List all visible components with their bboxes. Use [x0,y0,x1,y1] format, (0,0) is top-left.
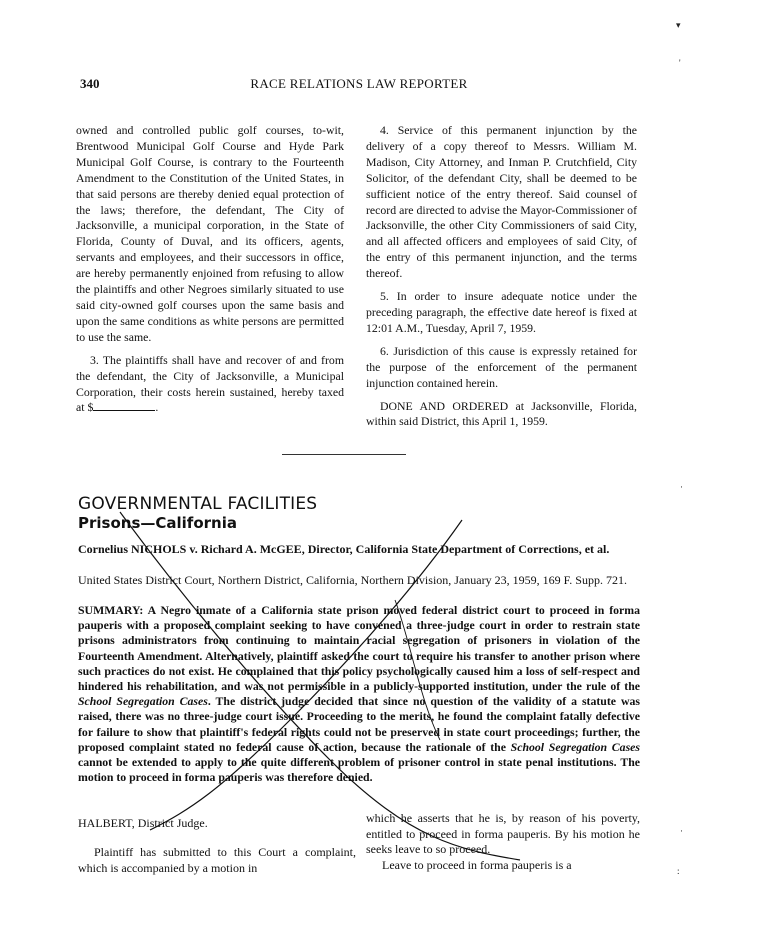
scan-speck: ' [679,58,681,68]
opinion-right-column [366,811,640,873]
scan-speck: · [680,482,683,492]
page-header [80,76,638,94]
right-paragraph-4: 4. Service of this permanent injunction by the delivery of a copy thereof to Messrs. William M. Madison, City Attorney, and Inman P. Crutchfield, City Solicitor, of the defendant City, shall be deemed to be sufficient notice of the entry thereof. Said counsel of record are directed to advise the Mayor-Commissioner of Jacksonville, the other City Commissioners of said City, and all affected officers and employees of said City, of the entry of this permanent injunction, and the terms thereof. [366,123,637,281]
opinion-right-text-1: which he asserts that he is, by reason of his poverty, entitled to proceed in forma pauperis. By his motion he seeks leave to so proceed. [366,811,640,856]
opinion-left-text: Plaintiff has submitted to this Court a complaint, which is accompanied by a motion in [78,845,356,875]
right-paragraph-6: 6. Jurisdiction of this cause is expressly retained for the purpose of the enforcement of the permanent injunction contained herein. [366,343,637,390]
case-parties: Cornelius NICHOLS v. Richard A. McGEE, Director, California State Department of Corrections, et al. [78,542,610,556]
opinion-right-text-2: Leave to proceed in forma pauperis is a [382,857,572,872]
done-and-ordered: DONE AND ORDERED at Jacksonville, Florida, within said District, this April 1, 1959. [366,398,637,429]
summary-text-3: cannot be extended to apply to the quite different problem of prisoner control in state penal institutions. The motion to proceed in forma pauperis was therefore denied. [78,755,640,785]
case-court-citation: United States District Court, Northern District, California, Northern Division, January 23, 1959, 169 F. Supp. 721. [78,573,627,587]
section-subheading: Prisons—California [78,514,237,532]
case-caption [78,541,640,557]
costs-clause: 3. The plaintiffs shall have and recover of and from the defendant, the City of Jacksonville, a Municipal Corporation, their costs herein sustained, hereby taxed at $ [76,352,344,415]
page-number: 340 [80,76,100,91]
blank-amount-line [93,400,155,411]
scan-speck: ▾ [676,20,681,30]
right-paragraph-5: 5. In order to insure adequate notice under the preceding paragraph, the effective date hereof is fixed at 12:01 A.M., Tuesday, April 7, 1959. [366,289,637,335]
left-paragraph-1: owned and controlled public golf courses, to-wit, Brentwood Municipal Golf Course and Hyde Park Municipal Golf Course, is contrary to the Fourteenth Amendment to the Constitution of the United States, in that said persons are thereby denied equal protection of the laws; therefore, the defendant, The City of Jacksonville, a municipal corporation, in the State of Florida, County of Duval, and its officers, agents, servants and employees, and their successors in office, are hereby permanently enjoined from refusing to allow the plaintiffs and other Negroes similarly situated to use said city-owned golf courses upon the same basis and upon the same conditions as white persons are permitted to use the same. [76,123,344,344]
summary-italic-2: School Segregation Cases [510,739,640,754]
scan-speck: · [680,826,683,836]
summary-text-1: A Negro inmate of a California state prison moved federal district court to proceed in forma pauperis with a proposed complaint seeking to have convened a three-judge court in order to restrain state prisons administrators from continuing to maintain racial segregation of prisoners in violation of the Fourteenth Amendment. Alternatively, plaintiff asked the court to require his transfer to another prison where such practices do not exist. He complained that this policy psychologically caused him a loss of self-respect and hindered his rehabilitation, and was not permissible in a publicly-supported institution, under the rule of the [78,603,640,694]
running-title: RACE RELATIONS LAW REPORTER [250,76,468,91]
scan-speck: : [677,866,680,876]
case-summary [78,603,640,785]
section-heading: GOVERNMENTAL FACILITIES [78,494,318,514]
summary-italic-1: School Segregation Cases [78,694,208,709]
section-divider [282,454,406,455]
left-column [76,123,344,416]
judge-name: HALBERT, District Judge. [78,816,208,830]
right-column [366,123,637,430]
summary-text-2: . The district judge decided that since no question of the validity of a statute was raised, there was no three-judge court issue. Proceeding to the merits, he found the complaint fatally defective for failure to show that plaintiff's federal rights could not be preserved in state court proceedings; further, the proposed complaint stated no federal cause of action, because the rationale of the [78,694,640,754]
left-paragraph-2: 3. The plaintiffs shall have and recover of and from the defendant, the City of Jacksonville, a Municipal Corporation, their costs herein sustained, hereby taxed at $ . [76,352,344,415]
summary-label: SUMMARY: [78,603,144,617]
